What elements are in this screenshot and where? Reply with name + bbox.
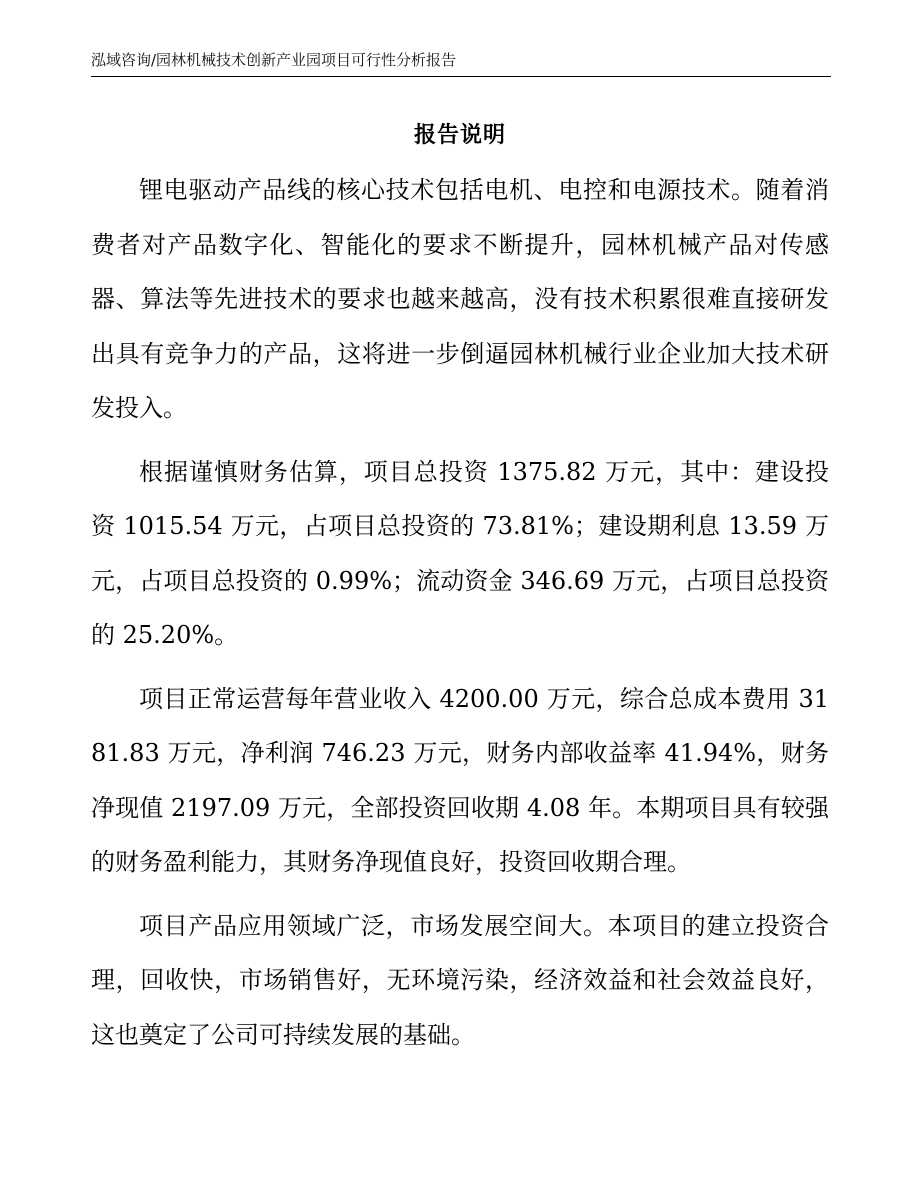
paragraph-investment-estimate: 根据谨慎财务估算，项目总投资 1375.82 万元，其中：建设投资 1015.54 万元，占项目总投资的 73.81%；建设期利息 13.59 万元，占项目总投资的 0.99%；流动资金 346.69 万元，占项目总投资的 25.20%。 bbox=[91, 457, 829, 649]
paragraph-tech-background: 锂电驱动产品线的核心技术包括电机、电控和电源技术。随着消费者对产品数字化、智能化的要求不断提升，园林机械产品对传感器、算法等先进技术的要求也越来越高，没有技术积累很难直接研发出具有竞争力的产品，这将进一步倒逼园林机械行业企业加大技术研发投入。 bbox=[91, 176, 829, 422]
body-text bbox=[91, 163, 829, 1062]
running-header: 泓域咨询/园林机械技术创新产业园项目可行性分析报告 bbox=[91, 51, 457, 69]
paragraph-conclusion: 项目产品应用领域广泛，市场发展空间大。本项目的建立投资合理，回收快，市场销售好，无环境污染，经济效益和社会效益良好，这也奠定了公司可持续发展的基础。 bbox=[91, 911, 829, 1049]
page-title: 报告说明 bbox=[413, 123, 506, 148]
header-divider bbox=[91, 76, 831, 77]
paragraph-financial-returns: 项目正常运营每年营业收入 4200.00 万元，综合总成本费用 3181.83 万元，净利润 746.23 万元，财务内部收益率 41.94%，财务净现值 2197.09 万元，全部投资回收期 4.08 年。本期项目具有较强的财务盈利能力，其财务净现值良好，投资回收期合理。 bbox=[91, 684, 829, 876]
